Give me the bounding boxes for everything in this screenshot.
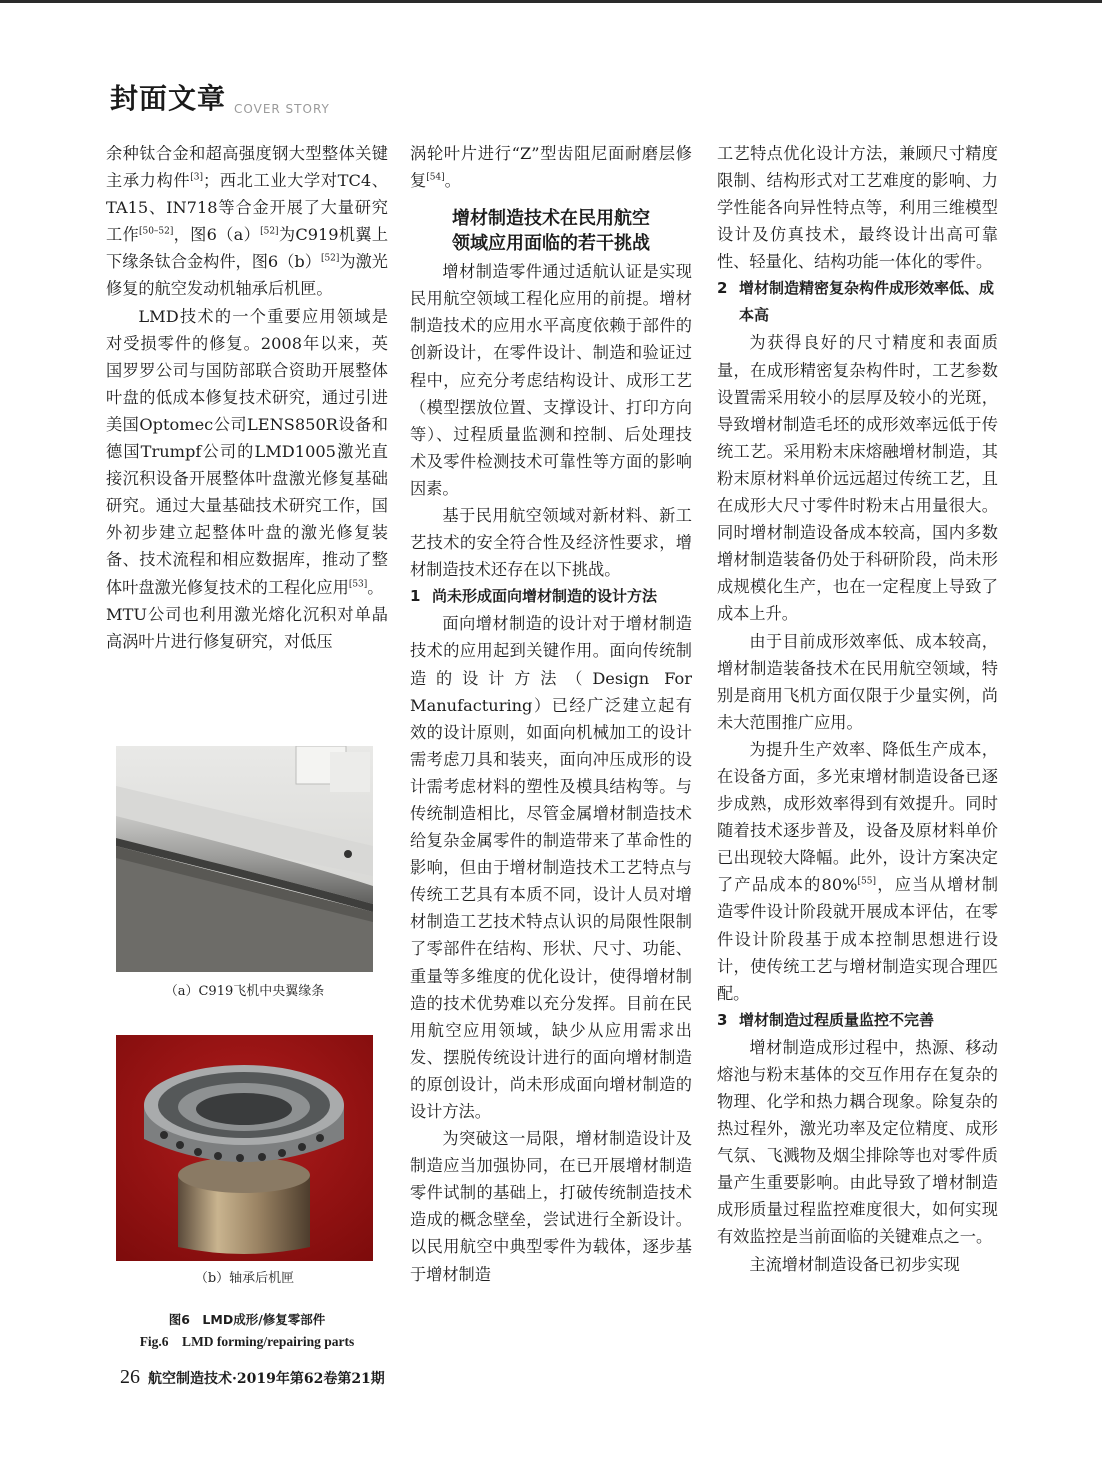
paragraph: 由于目前成形效率低、成本较高，增材制造装备技术在民用航空领域，特别是商用飞机方面仅限于少量实例，尚未大范围推广应用。: [717, 631, 998, 732]
paragraph: LMD技术的一个重要应用领域是对受损零件的修复。2008年以来，英国罗罗公司与国防部联合资助开展整体叶盘的低成本修复技术研究，通过引进美国Optomec公司LENS850R设备和德国Trumpf公司的LMD1005激光直接沉积设备开展整体叶盘激光修复基础研究。通过大量基础技术研究工作，国外初步建立起整体叶盘的激光修复装备、技术流程和相应数据库，推动了整体叶盘激光修复技术的工程化应用[53]。: [106, 306, 388, 597]
figure-title-en: Fig.6 LMD forming/repairing parts: [139, 1334, 355, 1349]
paragraph: 为提升生产效率、降低生产成本，在设备方面，多光束增材制造设备已逐步成熟，成形效率得到有效提升。同时随着技术逐步普及，设备及原材料单价已出现较大降幅。此外，设计方案决定了产品成本的80%[55]，应当从增材制造零件设计阶段就开展成本评估，在零件设计阶段基于成本控制思想进行设计，使传统工艺与增材制造实现合理匹配。: [717, 739, 999, 1003]
top-rule: [0, 0, 1102, 3]
running-head: [110, 80, 1010, 120]
section-title: 封面文章: [110, 82, 227, 115]
paragraph: 涡轮叶片进行“Z”型齿阻尼面耐磨层修复[54]。: [410, 144, 692, 191]
section-heading: 增材制造技术在民用航空 领域应用面临的若干挑战: [452, 208, 650, 255]
paragraph: MTU公司也利用激光熔化沉积对单晶高涡叶片进行修复研究，对低压: [106, 604, 388, 651]
page-number: 26: [120, 1366, 140, 1388]
figure-title-cn: 图6 LMD成形/修复零部件: [168, 1312, 326, 1327]
section-subtitle: COVER STORY: [234, 102, 330, 116]
paragraph: 余种钛合金和超高强度钢大型整体关键主承力构件[3]；西北工业大学对TC4、TA15、IN718等合金开展了大量研究工作[50–52]，图6（a）[52]为C919机翼上下缘条钛合金构件，图6（b）[52]为激光修复的航空发动机轴承后机匣。: [106, 144, 389, 299]
figure-caption-a: （a）C919飞机中央翼缘条: [164, 984, 325, 999]
paragraph: 为获得良好的尺寸精度和表面质量，在成形精密复杂构件时，工艺参数设置需采用较小的层厚及较小的光斑，导致增材制造毛坯的成形效率远低于传统工艺。采用粉末床熔融增材制造，其粉末原材料单价远远超过传统工艺，且在成形大尺寸零件时粉末占用量很大。同时增材制造设备成本较高，国内多数增材制造装备仍处于科研阶段，尚未形成规模化生产，也在一定程度上导致了成本上升。: [717, 333, 998, 624]
page-footer: [120, 1366, 385, 1390]
figure-image-a: [116, 746, 373, 972]
figure-image-b: [116, 1035, 373, 1261]
paragraph: 主流增材制造设备已初步实现: [749, 1254, 960, 1274]
paragraph: 面向增材制造的设计对于增材制造技术的应用起到关键作用。面向传统制造的设计方法（Design For Manufacturing）已经广泛建立起有效的设计原则，如面向机械加工的设计需考虑刀具和装夹，面向冲压成形的设计需考虑材料的塑性及模具结构等。与传统制造相比，尽管金属增材制造技术给复杂金属零件的制造带来了革命性的影响，但由于增材制造技术工艺特点与传统工艺具有本质不同，设计人员对增材制造工艺技术特点认识的局限性限制了零部件在结构、形状、尺寸、功能、重量等多维度的优化设计，使得增材制造的技术优势难以充分发挥。目前在民用航空应用领域，缺少从应用需求出发、摆脱传统设计进行的面向增材制造的原创设计，尚未形成面向增材制造的设计方法。: [410, 614, 692, 1121]
subsection-heading-1: 1 尚未形成面向增材制造的设计方法: [410, 587, 658, 606]
paragraph: 基于民用航空领域对新材料、新工艺技术的安全符合性及经济性要求，增材制造技术还存在以下挑战。: [410, 506, 692, 580]
subsection-heading-3: 3 增材制造过程质量监控不完善: [717, 1010, 935, 1029]
subsection-heading-2: 2 增材制造精密复杂构件成形效率低、成本高: [717, 279, 995, 325]
paragraph: 工艺特点优化设计方法，兼顾尺寸精度限制、结构形式对工艺难度的影响、力学性能各向异性特点等，利用三维模型设计及仿真技术，最终设计出高可靠性、轻量化、结构功能一体化的零件。: [717, 144, 998, 272]
figure-caption-b: （b）轴承后机匣: [194, 1271, 295, 1286]
paragraph: 增材制造零件通过适航认证是实现民用航空领域工程化应用的前提。增材制造技术的应用水平高度依赖于部件的创新设计，在零件设计、制造和验证过程中，应充分考虑结构设计、成形工艺（模型摆放位置、支撑设计、打印方向等）、过程质量监测和控制、后处理技术及零件检测技术可靠性等方面的影响因素。: [410, 262, 692, 498]
paragraph: 为突破这一局限，增材制造设计及制造应当加强协同，在已开展增材制造零件试制的基础上，打破传统制造技术造成的概念壁垒，尝试进行全新设计。以民用航空中典型零件为载体，逐步基于增材制造: [410, 1129, 692, 1284]
column-1: [106, 140, 388, 655]
column-3: [717, 140, 998, 1278]
journal-title: 航空制造技术·2019年第62卷第21期: [148, 1371, 385, 1387]
paragraph: 增材制造成形过程中，热源、移动熔池与粉末基体的交互作用存在复杂的物理、化学和热力耦合现象。除复杂的热过程外，激光功率及定位精度、成形气氛、飞溅物及烟尘排除等也对零件质量产生重要影响。由此导致了增材制造成形质量过程监控难度很大，如何实现有效监控是当前面临的关键难点之一。: [717, 1037, 998, 1247]
column-2: [410, 140, 692, 1288]
